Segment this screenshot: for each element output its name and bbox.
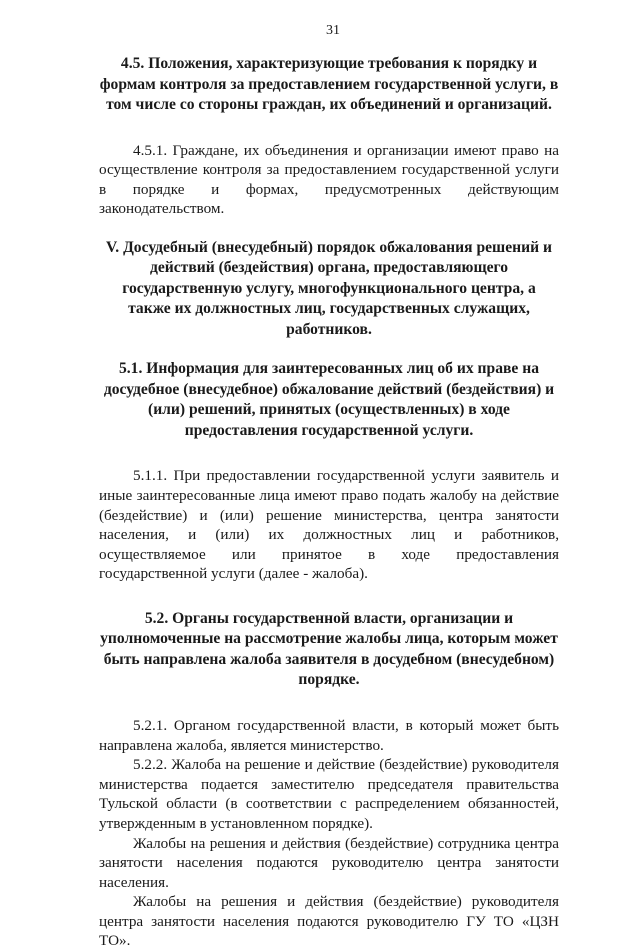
spacer (99, 691, 559, 716)
paragraph-complaints-head: Жалобы на решения и действия (бездействие) руководителя центра занятости населения подаются руководителю ГУ ТО «ЦЗН ТО». (99, 893, 559, 950)
section-5-2-heading: 5.2. Органы государственной власти, организации и уполномоченные на рассмотрение жалобы лица, которым может быть направлена жалоба заявителя в досудебном (внесудебном) порядке. (100, 609, 558, 689)
paragraph-5-2-2: 5.2.2. Жалоба на решение и действие (бездействие) руководителя министерства подается заместителю председателя правительства Тульской области (в соответствии с распределением обязанностей, утвержденным в установленном порядке). (99, 756, 559, 832)
section-5-1 (99, 359, 559, 584)
paragraph-5-2-1: 5.2.1. Органом государственной власти, в который может быть направлена жалоба, является министерство. (99, 716, 559, 754)
section-5-1-heading: 5.1. Информация для заинтересованных лиц об их праве на досудебное (внесудебное) обжалование действий (бездействия) и (или) решений, принятых (осуществленных) в ходе предоставления государственной услуги. (103, 360, 555, 439)
section-4-5 (99, 54, 559, 219)
spacer (99, 219, 559, 238)
spacer (99, 441, 559, 466)
page-number: 31 (326, 23, 340, 38)
section-v (99, 238, 559, 341)
section-5-2 (99, 609, 559, 951)
spacer (99, 584, 559, 609)
paragraph-5-1-1: 5.1.1. При предоставлении государственной услуги заявитель и иные заинтересованные лица имеют право подать жалобу на действие (бездействие) и (или) решение министерства, центра занятости населения, и (или) их должностных лиц и работников, осуществляемое или принятое в ходе предоставления государственной услуги (далее - жалоба). (99, 467, 559, 583)
spacer (99, 340, 559, 359)
paragraph-complaints-staff: Жалобы на решения и действия (бездействие) сотрудника центра занятости населения подаются руководителю центра занятости населения. (99, 834, 559, 891)
section-4-5-heading: 4.5. Положения, характеризующие требования к порядку и формам контроля за предоставлением государственной услуги, в том числе со стороны граждан, их объединений и организаций. (99, 55, 559, 113)
spacer (99, 116, 559, 141)
paragraph-4-5-1: 4.5.1. Граждане, их объединения и организации имеют право на осуществление контроля за предоставлением государственной услуги в порядке и формах, предусмотренных действующим законодательством. (99, 141, 559, 218)
section-v-heading: V. Досудебный (внесудебный) порядок обжалования решений и действий (бездействия) органа, предоставляющего государственную услугу, многофункционального центра, а также их должностных лиц, государственных служащих, работников. (106, 238, 552, 338)
